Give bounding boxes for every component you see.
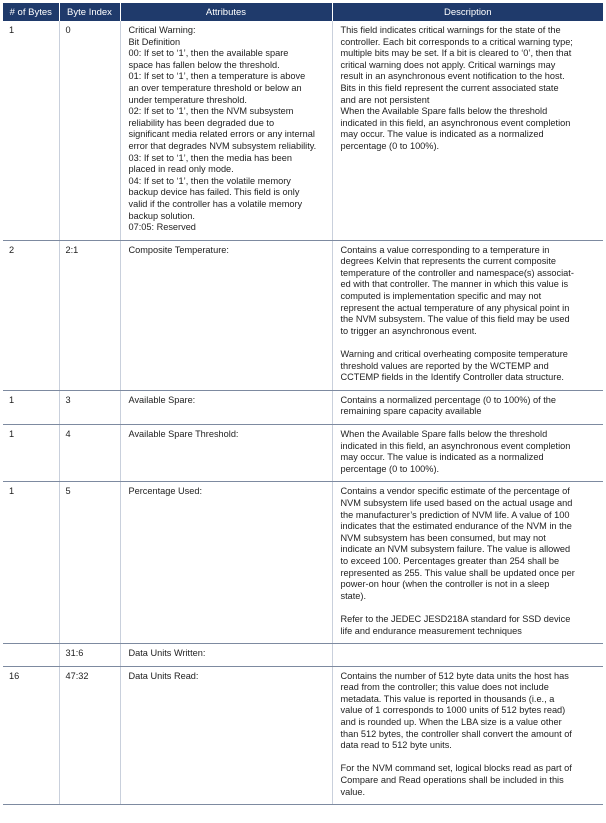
smart-log-table bbox=[3, 3, 603, 805]
description-line: CCTEMP fields in the Identify Controller data structure. bbox=[340, 372, 564, 383]
cell-byte-index: 47:32 bbox=[59, 666, 120, 805]
cell-attributes bbox=[120, 482, 332, 644]
cell-byte-index: 3 bbox=[59, 390, 120, 424]
description-line: value of 1 corresponds to 1000 units of 512 bytes read) bbox=[340, 705, 566, 716]
description-line: metadata. This value is reported in thousands (i.e., a bbox=[340, 693, 555, 704]
cell-bytes: 1 bbox=[3, 425, 59, 482]
description-line: Bits in this field represent the current associated state bbox=[340, 82, 559, 93]
attribute-line: 00: If set to ‘1’, then the available spare bbox=[128, 48, 289, 59]
description-line: ed with that controller. The manner in which this value is bbox=[340, 279, 569, 290]
attribute-line: backup device has failed. This field is only bbox=[128, 187, 300, 198]
cell-byte-index: 2:1 bbox=[59, 240, 120, 390]
cell-description bbox=[332, 240, 603, 390]
cell-attributes bbox=[120, 425, 332, 482]
cell-bytes: 1 bbox=[3, 482, 59, 644]
description-line: to exceed 100. Percentages greater than 254 shall be bbox=[340, 555, 560, 566]
description-line: and is rounded up. When the LBA size is a value other bbox=[340, 717, 562, 728]
attribute-line: placed in read only mode. bbox=[128, 164, 234, 175]
description-line: indicated in this field, an asynchronous event completion bbox=[340, 117, 571, 128]
cell-byte-index: 31:6 bbox=[59, 644, 120, 667]
description-line: indicated in this field, an asynchronous event completion bbox=[340, 440, 571, 451]
table-header-row bbox=[3, 3, 603, 21]
description-line: than 512 bytes, the controller shall convert the amount of bbox=[340, 728, 572, 739]
attribute-line: 04: If set to ‘1’, then the volatile memory bbox=[128, 175, 291, 186]
description-line: value. bbox=[340, 786, 366, 797]
description-line bbox=[341, 602, 599, 614]
description-line: computed is implementation specific and may not bbox=[340, 291, 542, 302]
cell-description bbox=[332, 666, 603, 805]
table-row bbox=[3, 21, 603, 240]
cell-description bbox=[332, 21, 603, 240]
attribute-line: Available Spare: bbox=[128, 394, 196, 405]
description-line: state). bbox=[340, 590, 367, 601]
description-line: critical warning does not apply. Critical warnings may bbox=[340, 59, 556, 70]
description-line: power-on hour (when the controller is not in a sleep bbox=[340, 579, 550, 590]
attribute-line: 01: If set to ‘1’, then a temperature is above bbox=[128, 71, 306, 82]
cell-bytes: 2 bbox=[3, 240, 59, 390]
cell-description bbox=[332, 390, 603, 424]
cell-attributes bbox=[120, 644, 332, 667]
description-line: threshold values are reported by the WCTEMP and bbox=[340, 360, 549, 371]
description-line: remaining spare capacity available bbox=[340, 406, 482, 417]
description-line: Contains a value corresponding to a temperature in bbox=[340, 244, 550, 255]
cell-attributes bbox=[120, 240, 332, 390]
header-attributes: Attributes bbox=[120, 3, 332, 21]
header-description: Description bbox=[332, 3, 603, 21]
cell-bytes: 16 bbox=[3, 666, 59, 805]
cell-attributes bbox=[120, 21, 332, 240]
table-row bbox=[3, 666, 603, 805]
cell-description bbox=[332, 644, 603, 667]
cell-byte-index: 4 bbox=[59, 425, 120, 482]
cell-bytes bbox=[3, 644, 59, 667]
description-line: NVM subsystem life used based on the actual usage and bbox=[340, 497, 573, 508]
description-line: degrees Kelvin that represents the current composite bbox=[340, 256, 557, 267]
cell-bytes: 1 bbox=[3, 21, 59, 240]
description-line: life and endurance measurement techniques bbox=[340, 625, 522, 636]
cell-bytes: 1 bbox=[3, 390, 59, 424]
cell-attributes bbox=[120, 666, 332, 805]
attribute-line: space has fallen below the threshold. bbox=[128, 59, 280, 70]
description-line: percentage (0 to 100%). bbox=[340, 463, 440, 474]
description-line: Compare and Read operations shall be included in this bbox=[340, 775, 564, 786]
description-line: Refer to the JEDEC JESD218A standard for SSD device bbox=[340, 613, 571, 624]
attribute-line: Data Units Read: bbox=[128, 670, 199, 681]
description-line: represent the actual temperature of any physical point in bbox=[340, 302, 570, 313]
attribute-line: 03: If set to ‘1’, then the media has been bbox=[128, 152, 292, 163]
attribute-line: Available Spare Threshold: bbox=[128, 429, 239, 439]
attribute-line: reliability has been degraded due to bbox=[128, 117, 275, 128]
description-line: the manufacturer’s prediction of NVM life. A value of 100 bbox=[340, 509, 570, 520]
table-row bbox=[3, 644, 603, 667]
description-line: result in an asynchronous event notification to the host. bbox=[340, 71, 565, 82]
attribute-line: error that degrades NVM subsystem reliability. bbox=[128, 140, 317, 151]
description-line: data read to 512 byte units. bbox=[340, 740, 452, 751]
description-line: multiple bits may be set. If a bit is cleared to ‘0’, then that bbox=[340, 48, 572, 59]
description-line: controller. Each bit corresponds to a critical warning type; bbox=[340, 36, 573, 47]
description-line: When the Available Spare falls below the threshold bbox=[340, 106, 548, 117]
attribute-line: Bit Definition bbox=[128, 36, 181, 47]
description-line: the NVM subsystem. The value of this field may be used bbox=[340, 314, 570, 325]
table-row bbox=[3, 425, 603, 482]
description-line: NVM subsystem has been consumed, but may not bbox=[340, 532, 546, 543]
attribute-line: Critical Warning: bbox=[128, 25, 196, 35]
attribute-line: 07:05: Reserved bbox=[128, 222, 196, 233]
attribute-line: 02: If set to ‘1’, then the NVM subsystem bbox=[128, 106, 294, 117]
table-row bbox=[3, 240, 603, 390]
cell-attributes bbox=[120, 390, 332, 424]
header-byte-index: Byte Index bbox=[59, 3, 120, 21]
description-line: When the Available Spare falls below the threshold bbox=[340, 429, 548, 439]
header-bytes: # of Bytes bbox=[3, 3, 59, 21]
description-line: read from the controller; this value does not include bbox=[340, 682, 549, 693]
description-line: indicates that the estimated endurance of the NVM in the bbox=[340, 521, 572, 532]
table-row bbox=[3, 482, 603, 644]
description-line: indicate an NVM subsystem failure. The value is allowed bbox=[340, 544, 571, 555]
cell-byte-index: 0 bbox=[59, 21, 120, 240]
description-line: and are not persistent bbox=[340, 94, 430, 105]
description-line: Contains the number of 512 byte data units the host has bbox=[340, 670, 569, 681]
description-line: This field indicates critical warnings for the state of the bbox=[340, 25, 561, 35]
table-row bbox=[3, 390, 603, 424]
attribute-line: Data Units Written: bbox=[128, 648, 206, 659]
attribute-line: an over temperature threshold or below an bbox=[128, 82, 302, 93]
attribute-line: under temperature threshold. bbox=[128, 94, 247, 105]
description-line: may occur. The value is indicated as a normalized bbox=[340, 452, 544, 463]
attribute-line: Composite Temperature: bbox=[128, 244, 229, 255]
description-line: may occur. The value is indicated as a normalized bbox=[340, 129, 544, 140]
cell-byte-index: 5 bbox=[59, 482, 120, 644]
attribute-line: backup solution. bbox=[128, 210, 195, 221]
attribute-line: valid if the controller has a volatile memory bbox=[128, 198, 303, 209]
table-body bbox=[3, 21, 603, 805]
description-line: percentage (0 to 100%). bbox=[340, 140, 440, 151]
description-line: to trigger an asynchronous event. bbox=[340, 325, 477, 336]
description-line: Contains a normalized percentage (0 to 100%) of the bbox=[340, 394, 557, 405]
cell-description bbox=[332, 425, 603, 482]
description-line: For the NVM command set, logical blocks read as part of bbox=[340, 763, 572, 774]
description-line: Contains a vendor specific estimate of the percentage of bbox=[340, 486, 570, 497]
description-line bbox=[341, 337, 599, 349]
attribute-line: Percentage Used: bbox=[128, 486, 203, 497]
description-line: Warning and critical overheating composite temperature bbox=[340, 349, 568, 360]
description-line: represented as 255. This value shall be updated once per bbox=[340, 567, 575, 578]
attribute-line: significant media related errors or any internal bbox=[128, 129, 315, 140]
description-line: temperature of the controller and namespace(s) associat- bbox=[340, 267, 574, 278]
cell-description bbox=[332, 482, 603, 644]
description-line bbox=[341, 752, 599, 764]
